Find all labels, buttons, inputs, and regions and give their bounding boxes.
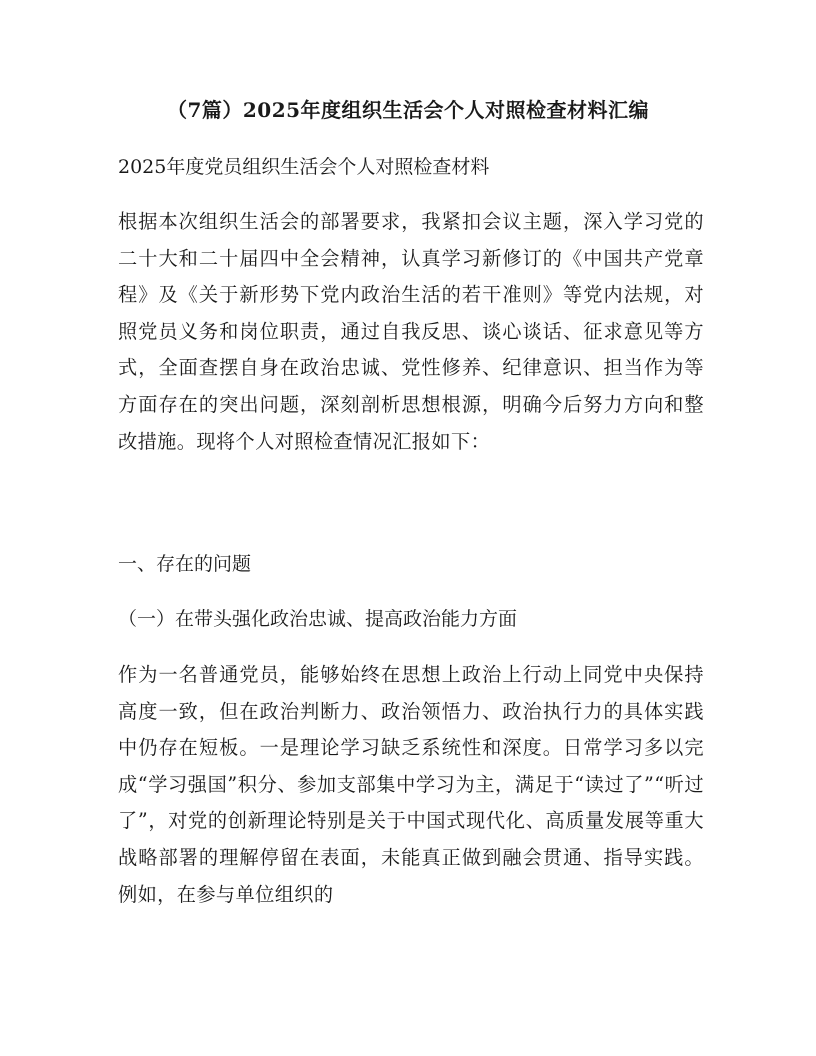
body-paragraph: 作为一名普通党员，能够始终在思想上政治上行动上同党中央保持高度一致，但在政治判断力、政治领悟力、政治执行力的具体实践中仍存在短板。一是理论学习缺乏系统性和深度。日常学习多以完成“学习强国”积分、参加支部集中学习为主，满足于“读过了”“听过了”，对党的创新理论特别是关于中国式现代化、高质量发展等重大战略部署的理解停留在表面，未能真正做到融会贯通、指导实践。例如，在参与单位组织的 [118, 663, 704, 906]
document-subtitle: 2025年度党员组织生活会个人对照检查材料 [118, 156, 490, 178]
document-title: （7篇）2025年度组织生活会个人对照检查材料汇编 [166, 98, 650, 122]
section-heading: 一、存在的问题 [118, 553, 252, 575]
subsection-heading: （一）在带头强化政治忠诚、提高政治能力方面 [118, 608, 518, 630]
intro-paragraph: 根据本次组织生活会的部署要求，我紧扣会议主题，深入学习党的二十大和二十届四中全会精神，认真学习新修订的《中国共产党章程》及《关于新形势下党内政治生活的若干准则》等党内法规，对照党员义务和岗位职责，通过自我反思、谈心谈话、征求意见等方式，全面查摆自身在政治忠诚、党性修养、纪律意识、担当作为等方面存在的突出问题，深刻剖析思想根源，明确今后努力方向和整改措施。现将个人对照检查情况汇报如下： [118, 210, 704, 453]
